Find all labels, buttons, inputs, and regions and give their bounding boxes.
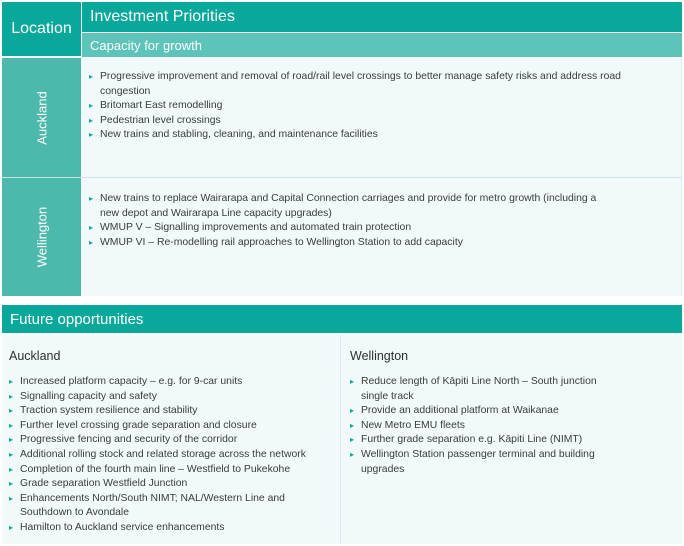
future-wellington-list [341,375,682,477]
bullet-arrow-icon: ▸ [9,464,14,474]
future-wellington-column [341,335,682,544]
list-item: ▸ New trains to replace Wairarapa and Capital Connection carriages and provide for metro growth (including a new depot and Wairarapa Line capacity upgrades) [89,193,597,219]
list-item: ▸ Traction system resilience and stability [2,404,320,419]
bullet-arrow-icon: ▸ [9,420,14,430]
bullet-arrow-icon: ▸ [89,72,94,81]
bullet-arrow-icon: ▸ [89,223,94,233]
future-opportunities-header: Future opportunities [2,305,682,333]
bullet-arrow-icon: ▸ [89,130,94,140]
bullet-arrow-icon: ▸ [9,377,14,386]
future-auckland-column [2,335,340,544]
bullet-arrow-icon: ▸ [350,377,355,386]
bullet-arrow-icon: ▸ [350,435,355,445]
list-item: ▸ Completion of the fourth main line – Westfield to Pukekohe [2,463,320,478]
investment-priorities-header: Investment Priorities [82,2,682,32]
wellington-priorities [82,178,682,296]
list-item: ▸ New Metro EMU fleets [343,419,622,434]
list-item: ▸ WMUP V – Signalling improvements and automated train protection [82,221,601,236]
list-item: ▸ Pedestrian level crossings [82,114,651,129]
list-item: ▸ Britomart East remodelling [82,99,651,114]
capacity-for-growth-subheader: Capacity for growth [82,33,682,57]
bullet-arrow-icon: ▸ [350,406,355,416]
bullet-arrow-icon: ▸ [9,406,14,416]
list-item: ▸ Hamilton to Auckland service enhancements [2,521,320,536]
bullet-arrow-icon: ▸ [89,101,94,111]
list-item: ▸ WMUP VI – Re-modelling rail approaches to Wellington Station to add capacity [82,236,601,251]
future-auckland-list [2,375,340,536]
list-item: ▸ Further grade separation e.g. Kāpiti Line (NIMT) [343,433,622,448]
region-auckland [2,58,81,177]
list-item: ▸ Additional rolling stock and related storage across the network [2,448,320,463]
region-label-wellington: Wellington [34,206,49,268]
bullet-arrow-icon: ▸ [9,479,14,489]
list-item: ▸ Further level crossing grade separation and closure [2,419,320,434]
region-label-auckland: Auckland [34,90,49,145]
bullet-arrow-icon: ▸ [350,420,355,430]
list-item: ▸ Wellington Station passenger terminal and building upgrades [350,448,595,475]
future-auckland-title: Auckland [9,349,61,363]
region-wellington [2,178,81,296]
list-item: ▸ Increased platform capacity – e.g. for 9-car units [2,375,320,390]
bullet-arrow-icon: ▸ [9,493,14,503]
bullet-arrow-icon: ▸ [9,391,14,401]
bullet-arrow-icon: ▸ [9,449,14,459]
bullet-arrow-icon: ▸ [9,522,14,532]
future-wellington-title: Wellington [350,349,409,363]
list-item: ▸ Provide an additional platform at Waikanae [343,404,622,419]
bullet-arrow-icon: ▸ [9,435,14,445]
investment-priorities-table [2,2,682,296]
list-item: ▸ Progressive fencing and security of the corridor [2,433,320,448]
bullet-arrow-icon: ▸ [350,449,355,459]
auckland-priorities [82,58,682,177]
future-opportunities-section [2,305,682,544]
list-item: ▸ New trains and stabling, cleaning, and maintenance facilities [82,128,651,143]
bullet-arrow-icon: ▸ [89,237,94,247]
list-item: ▸ Progressive improvement and removal of road/rail level crossings to better manage safety risks and address road congestion [89,71,621,97]
list-item: ▸ Signalling capacity and safety [2,390,320,405]
list-item: ▸ Enhancements North/South NIMT; NAL/Western Line and Southdown to Avondale [9,492,285,519]
list-item: ▸ Reduce length of Kāpiti Line North – South junction single track [350,376,597,402]
auckland-priorities-list [82,70,651,143]
wellington-priorities-list [82,192,601,250]
bullet-arrow-icon: ▸ [89,115,94,125]
list-item: ▸ Grade separation Westfield Junction [2,477,320,492]
location-header: Location [2,2,81,56]
bullet-arrow-icon: ▸ [89,194,94,203]
